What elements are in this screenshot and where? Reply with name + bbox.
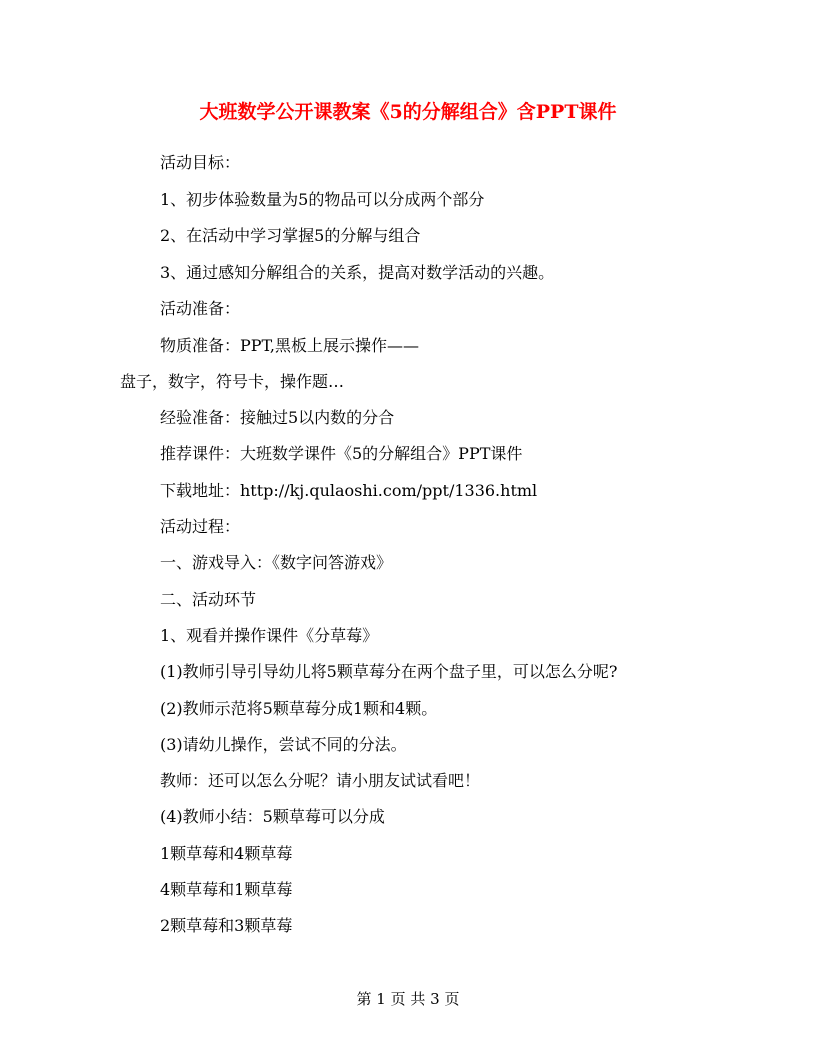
text-line: 二、活动环节 — [160, 590, 257, 609]
text-line: 1、初步体验数量为5的物品可以分成两个部分 — [160, 190, 485, 209]
text-line: 2颗草莓和3颗草莓 — [160, 916, 293, 935]
text-line: 2、在活动中学习掌握5的分解与组合 — [160, 226, 421, 245]
text-line: 1颗草莓和4颗草莓 — [160, 844, 293, 863]
text-line: 推荐课件：大班数学课件《5的分解组合》PPT课件 — [160, 444, 523, 463]
download-link-line: 下载地址：http://kj.qulaoshi.com/ppt/1336.html — [160, 481, 538, 500]
text-line: 教师：还可以怎么分呢？请小朋友试试看吧！ — [160, 771, 481, 790]
text-line: 4颗草莓和1颗草莓 — [160, 880, 293, 899]
text-line: 1、观看并操作课件《分草莓》 — [160, 626, 379, 645]
text-line: (1)教师引导引导幼儿将5颗草莓分在两个盘子里，可以怎么分呢? — [160, 662, 618, 681]
text-line: 经验准备：接触过5以内数的分合 — [160, 408, 395, 427]
text-line: 活动目标： — [160, 153, 241, 172]
text-line: (2)教师示范将5颗草莓分成1颗和4颗。 — [160, 699, 438, 718]
page-footer: 第 1 页 共 3 页 — [356, 990, 460, 1008]
text-line: 活动准备： — [160, 299, 241, 318]
text-line: (4)教师小结：5颗草莓可以分成 — [160, 807, 385, 826]
text-line: 一、游戏导入：《数字问答游戏》 — [160, 553, 393, 572]
text-line: 物质准备：PPT,黑板上展示操作—— — [160, 336, 419, 355]
text-line: 活动过程： — [160, 517, 241, 536]
text-line: 盘子，数字，符号卡，操作题… — [120, 372, 345, 391]
text-line: (3)请幼儿操作，尝试不同的分法。 — [160, 735, 407, 754]
text-line: 3、通过感知分解组合的关系，提高对数学活动的兴趣。 — [160, 263, 555, 282]
document-title: 大班数学公开课教案《5的分解组合》含PPT课件 — [199, 101, 617, 123]
